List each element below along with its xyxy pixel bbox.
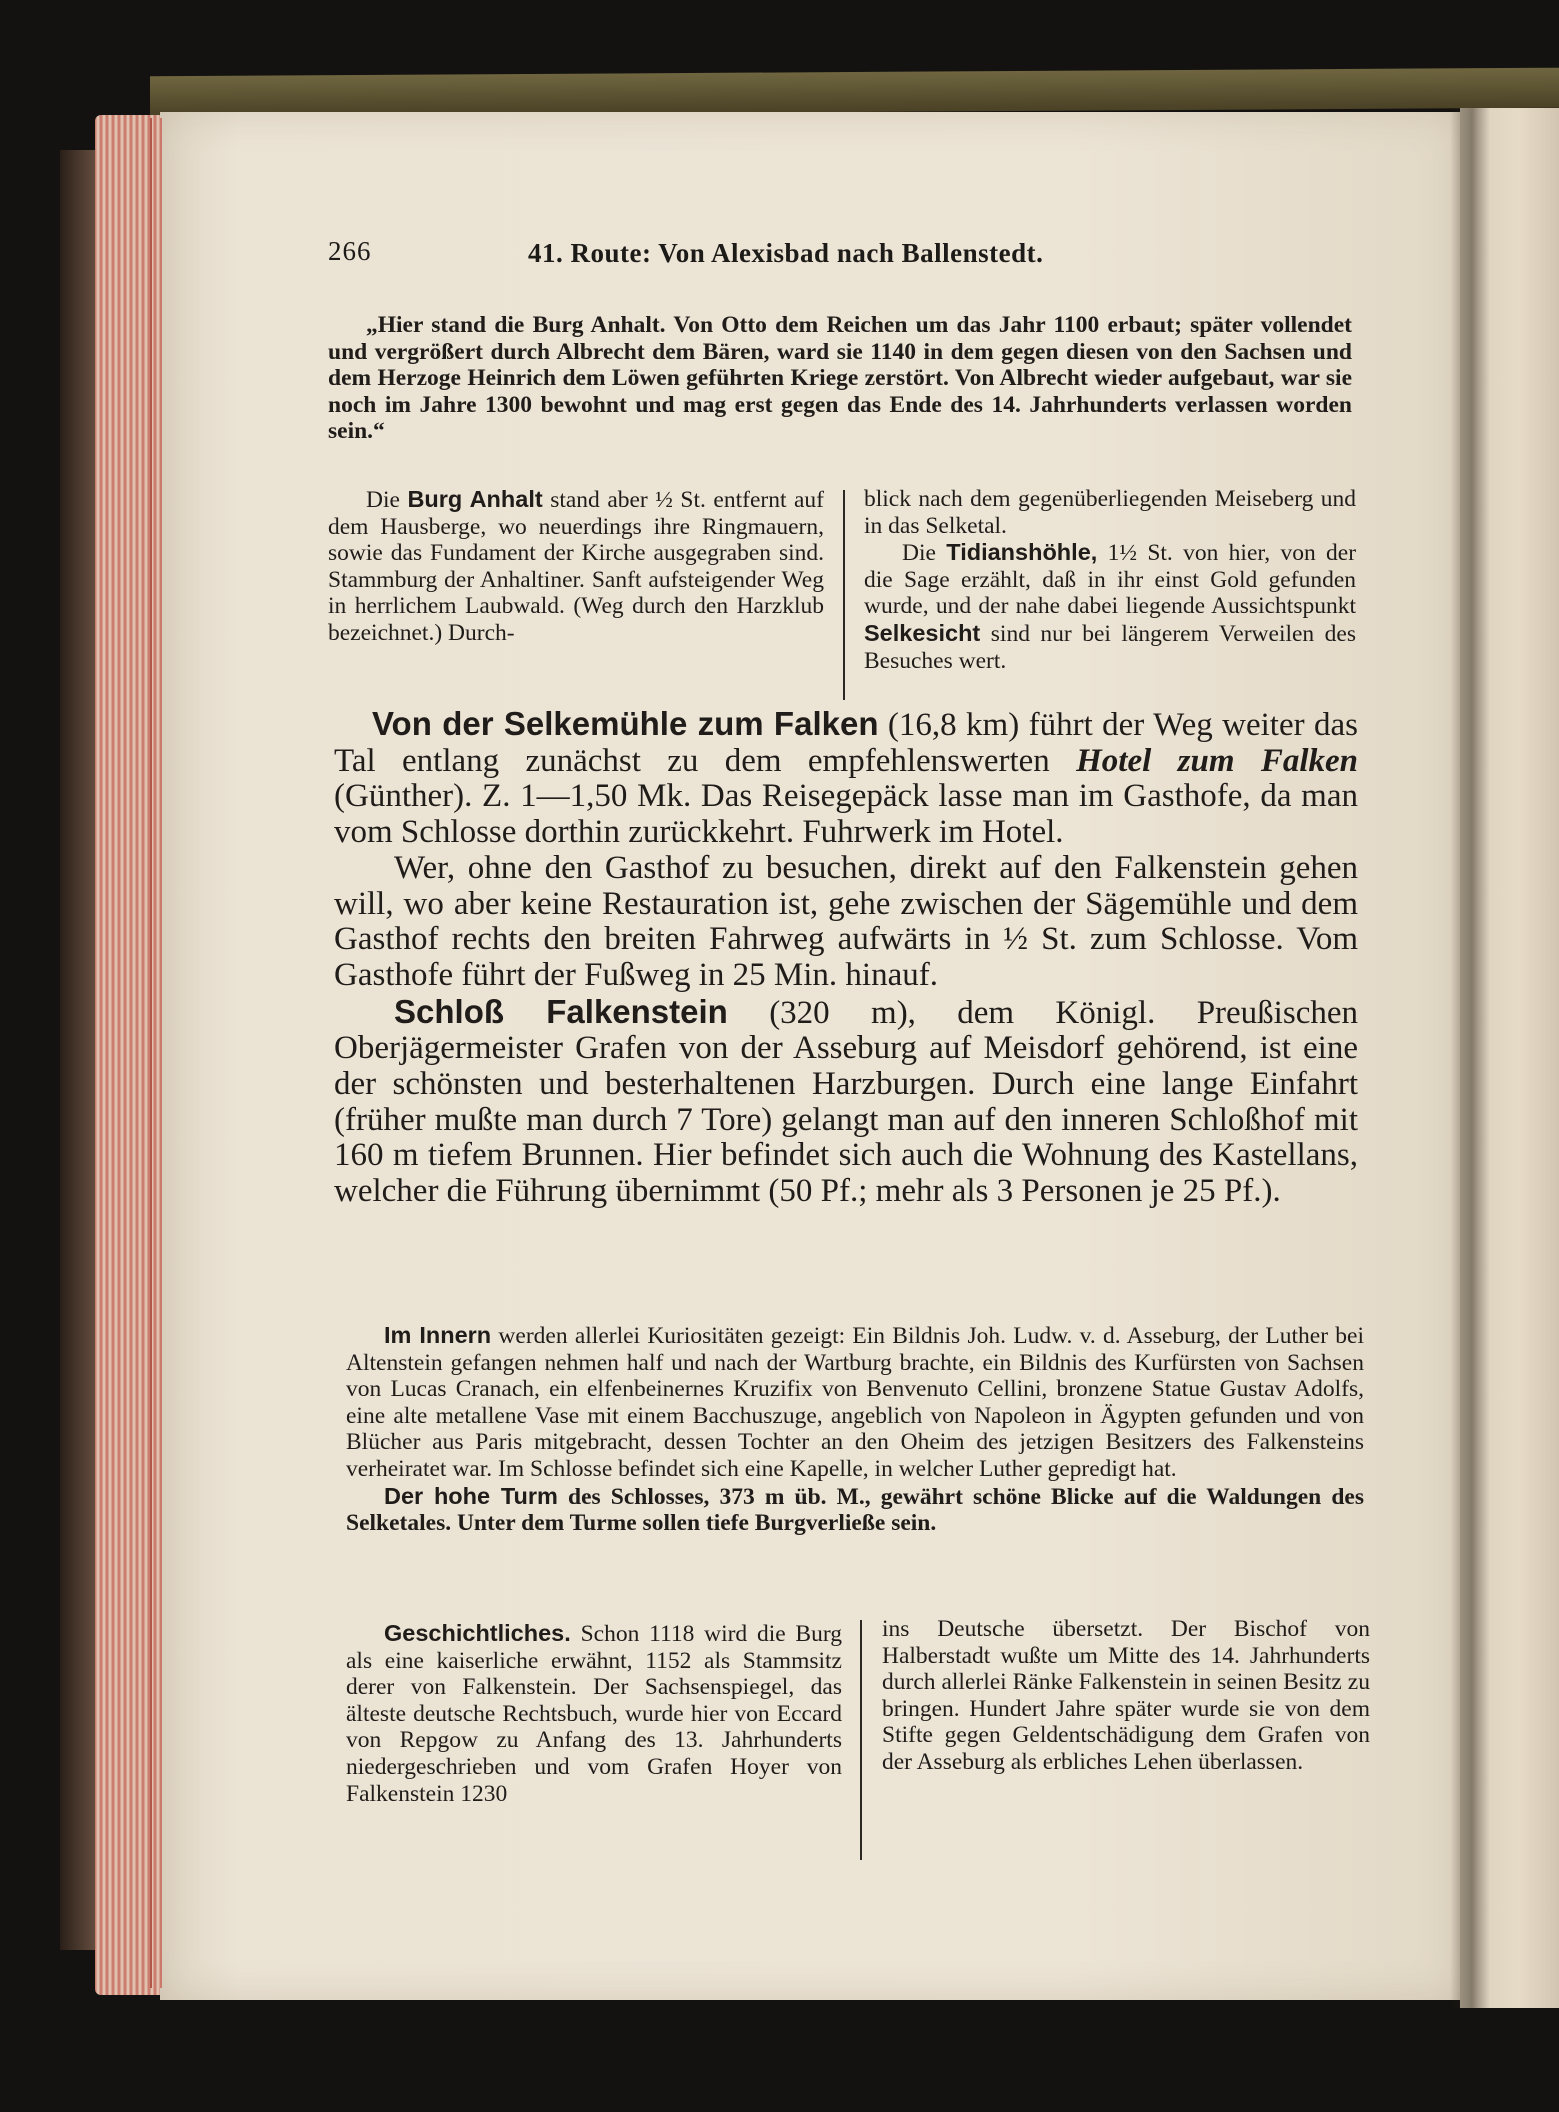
schloss-text: (320 m), dem Königl. Preußischen Oberjägermeister Grafen von der Asseburg auf Meisdorf gehörend, ist eine der schönsten und besterhaltenen Harzburgen. Durch eine lange Einfahrt (früher mußte man durch 7 Tore) gelangt man auf den inneren Schloßhof mit 160 m tiefem Brunnen. Hier befindet sich auch die Wohnung des Kastellans, welcher die Führung übernimmt (50 Pf.; mehr als 3 Personen je 25 Pf.). — [334, 994, 1358, 1210]
quote-block — [328, 312, 1352, 445]
running-header — [328, 236, 1356, 276]
term-im-innern: Im Innern — [384, 1322, 492, 1348]
main-text — [334, 706, 1358, 1210]
falken-text-a: (16,8 km) führt der Weg weiter das Tal entlang zunächst zu dem empfehlenswerten — [334, 707, 1358, 779]
running-title: 41. Route: Von Alexisbad nach Ballenstedt. — [528, 238, 1044, 268]
tower-text: des Schlosses, 373 m üb. M., gewährt schöne Blicke auf die Waldungen des Selketales. Unter dem Turme sollen tiefe Burgverließe sein. — [346, 1483, 1365, 1537]
book-cover-edge — [150, 68, 1559, 117]
page-edge-lines — [150, 118, 162, 1988]
quote-text: „Hier stand die Burg Anhalt. Von Otto dem Reichen um das Jahr 1100 erbaut; später vollendet und vergrößert durch Albrecht dem Bären, ward sie 1140 in dem gegen diesen von den Sachsen und dem Herzoge Heinrich dem Löwen geführten Kriege zerstört. Von Albrecht wieder aufgebaut, war sie noch im Jahre 1300 bewohnt und mag erst gegen das Ende des 14. Jahrhunderts verlassen worden sein.“ — [328, 312, 1352, 445]
selkesicht-text: sind nur bei längerem Verweilen des Besuches wert. — [864, 620, 1356, 674]
tidian-lead: Die — [902, 540, 936, 567]
history-right-text: ins Deutsche übersetzt. Der Bischof von Halberstadt wußte um Mitte des 14. Jahrhunderts durch allerlei Ränke Falkenstein in seinen Besitz zu bringen. Hundert Jahre später wurde sie von dem Stifte gegen Geldentschädigung dem Grafen von der Asseburg als erbliches Lehen überlassen. — [882, 1616, 1370, 1775]
history-left-text: Schon 1118 wird die Burg als eine kaiserliche erwähnt, 1152 als Stammsitz derer von Falkenstein. Der Sachsenspiegel, das älteste deutsche Rechtsbuch, wurde hier von Eccard von Repgow zu Anfang des 13. Jahrhunderts niedergeschrieben und vom Grafen Hoyer von Falkenstein 1230 — [346, 1621, 843, 1807]
heading-selkemuehle-falken: Von der Selkemühle zum Falken — [372, 705, 879, 742]
interior-text: werden allerlei Kuriositäten gezeigt: Ein Bildnis Joh. Ludw. v. d. Asseburg, der Luther bei Altenstein gefangen nehmen half und nach der Wartburg brachte, ein Bildnis des Kurfürsten von Sachsen von Lucas Cranach, ein elfenbeinernes Kruzifix von Benvenuto Cellini, bronzene Statue Gustav Adolfs, eine alte metallene Vase mit einem Bacchuszuge, angeblich von Napoleon in Ägypten gefunden und von Blücher aus Paris mitgebracht, dessen Tochter an den Oheim des jetzigen Besitzers des Falkensteins verheiratet war. Im Schlosse befindet sich eine Kapelle, in welcher Luther gepredigt hat. — [346, 1323, 1364, 1482]
anhalt-lead: Die — [366, 487, 400, 513]
interior-block — [346, 1322, 1364, 1537]
term-selkesicht: Selkesicht — [864, 619, 981, 646]
anhalt-left-column — [328, 486, 824, 647]
heading-schloss-falkenstein: Schloß Falkenstein — [394, 992, 728, 1030]
history-right-column — [882, 1616, 1370, 1776]
hotel-zum-falken: Hotel zum Falken — [1076, 742, 1359, 779]
term-geschichtliches: Geschichtliches. — [384, 1620, 571, 1646]
falken-text-b: (Günther). Z. 1—1,50 Mk. Das Reisegepäck lasse man im Gasthofe, da man vom Schlosse dorthin zurückkehrt. Fuhrwerk im Hotel. — [334, 778, 1358, 851]
history-left-column — [346, 1620, 842, 1807]
paragraph-schloss — [334, 994, 1358, 1210]
anhalt-left-text: stand aber ½ St. entfernt auf dem Hausberge, wo neuerdings ihre Ringmauern, sowie das Fundament der Kirche ausgegraben sind. Stammburg der Anhaltiner. Sanft aufsteigender Weg in herrlichem Laubwald. (Weg durch den Harzklub bezeichnet.) Durch- — [328, 487, 824, 646]
paragraph-falken — [334, 706, 1358, 851]
anhalt-right-column — [864, 486, 1356, 674]
term-burg-anhalt: Burg Anhalt — [407, 486, 543, 512]
anhalt-right-text-1: blick nach dem gegenüberliegenden Meiseberg und in das Selketal. — [864, 486, 1356, 539]
column-divider-history — [860, 1620, 862, 1860]
page-number: 266 — [328, 236, 372, 266]
book-gutter — [1450, 108, 1490, 2008]
term-hoher-turm: Der hohe Turm — [384, 1482, 558, 1509]
column-divider — [843, 490, 845, 700]
paragraph-gasthof: Wer, ohne den Gasthof zu besuchen, direkt auf den Falkenstein gehen will, wo aber keine Restauration ist, gehe zwischen der Sägemühle und dem Gasthof rechts den breiten Fahrweg aufwärts in ½ St. zum Schlosse. Vom Gasthofe führt der Fußweg in 25 Min. hinauf. — [334, 849, 1358, 993]
term-tidianshoehle: Tidianshöhle, — [946, 539, 1098, 566]
tidian-text: 1½ St. von hier, von der die Sage erzählt, daß in ihr einst Gold gefunden wurde, und der nahe dabei liegende Aussichtspunkt — [864, 540, 1357, 620]
